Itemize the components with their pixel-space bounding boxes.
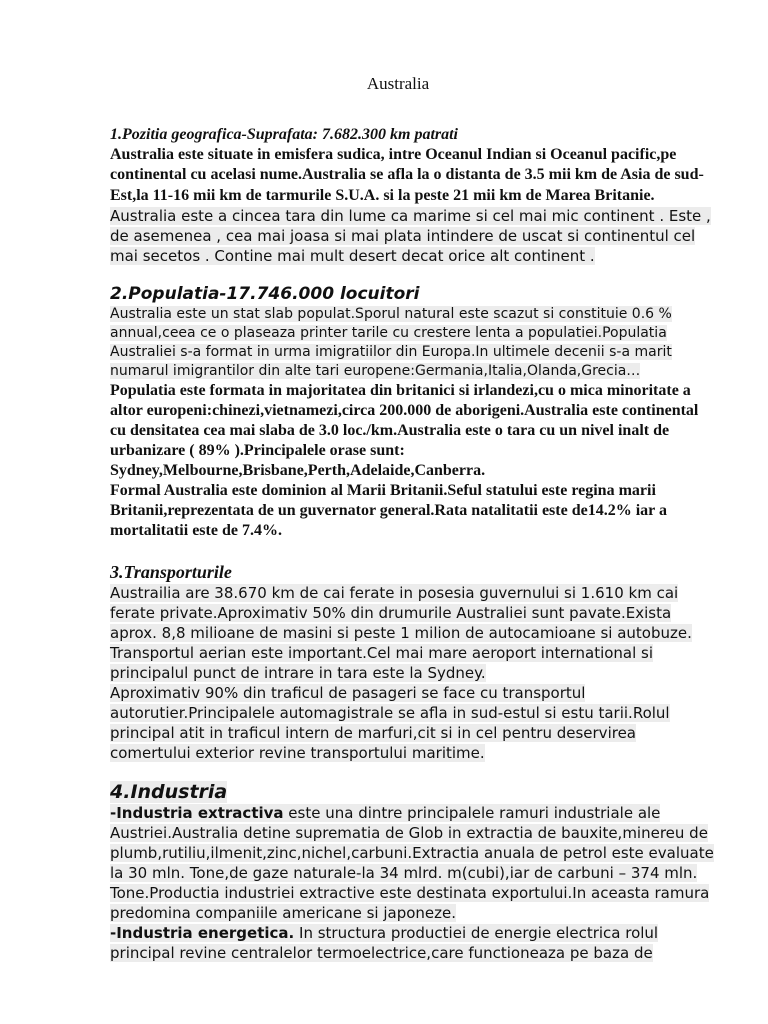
section-4-paragraph-2 [110, 923, 716, 963]
section-1-heading: 1.Pozitia geografica-Suprafata: 7.682.300 km patrati [110, 126, 458, 143]
section-4-lead-1: -Industria extractiva [110, 804, 284, 822]
document-title: Australia [366, 74, 430, 93]
section-2-paragraph-3: Formal Australia este dominion al Marii Britanii.Seful statului este regina marii Britanii,reprezentata de un guvernator general.Rata natalitatii este de14.2% iar a mortalitatii este de 7.4%. [110, 482, 667, 539]
section-4-text-2: In structura productiei de energie electrica rolul principal revine centralelor termoelectrice,care functioneaza pe baza de [110, 924, 659, 962]
section-3-text-1: Austrailia are 38.670 km de cai ferate in posesia guvernului si 1.610 km cai ferate private.Aproximativ 50% din drumurile Australiei sunt pavate.Exista aprox. 8,8 milioane de masini si peste 1 milion de autocamioane si autobuze. Transportul aerian este important.Cel mai mare aeroport international si principalul punct de intrare in tara este la Sydney. [110, 584, 692, 682]
section-2-paragraph-1 [110, 305, 716, 381]
section-2-paragraph-2: Populatia este formata in majoritatea din britanici si irlandezi,cu o mica minoritate a altor europeni:chinezi,vietnamezi,circa 200.000 de aborigeni.Australia este continental cu densitatea cea mai slaba de 3.0 loc./km.Australia este o tara cu un nivel inalt de urbanizare ( 89% ).Principalele orase sunt: Sydney,Melbourne,Brisbane,Perth,Adelaide,Canberra. [110, 382, 699, 479]
section-4-text-1-wrap [110, 804, 714, 922]
section-3-paragraph-2 [110, 683, 716, 763]
section-1-serif-text: Australia este situate in emisfera sudica, intre Oceanul Indian si Oceanul pacific,pe continental cu acelasi nume.Australia se afla la o distanta de 3.5 mii km de Asia de sud-Est,la 11-16 mii km de tarmurile S.U.A. si la peste 21 mii km de Marea Britanie. [110, 146, 704, 204]
section-3-paragraph-1 [110, 583, 716, 683]
section-4-paragraph-1 [110, 803, 716, 923]
section-4-lead-2: -Industria energetica. [110, 924, 295, 942]
section-2-heading: 2.Populatia-17.746.000 locuitori [110, 284, 420, 304]
section-4-text-2-wrap [110, 924, 658, 962]
section-1-paragraph [110, 145, 716, 266]
section-1-sans-text: Australia este a cincea tara din lume ca marime si cel mai mic continent . Este , de asemenea , cea mai joasa si mai plata intindere de uscat si continentul cel mai secetos . Contine mai mult desert decat orice alt continent . [110, 207, 711, 265]
section-3-heading: 3.Transporturile [110, 562, 232, 582]
section-2-sans-text: Australia este un stat slab populat.Sporul natural este scazut si constituie 0.6 % annual,ceea ce o plaseaza printer tarile cu crestere lenta a populatiei.Populatia Australiei s-a format in urma imigratiilor din Europa.In ultimele decenii s-a marit numarul imigrantilor din alte tari europene:Germania,Italia,Olanda,Grecia… [110, 306, 672, 379]
section-4-text-1: este una dintre principalele ramuri industriale ale Austriei.Australia detine suprematia de Glob in extractia de bauxite,minereu de plumb,rutiliu,ilmenit,zinc,nichel,carbuni.Extractia anuala de petrol este evaluate la 30 mln. Tone,de gaze naturale-la 34 mlrd. m(cubi),iar de carbuni – 374 mln. Tone.Productia industriei extractive este destinata exportului.In aceasta ramura predomina companiile americane si japoneze. [110, 804, 714, 922]
section-3-text-2: Aproximativ 90% din traficul de pasageri se face cu transportul autorutier.Principalele automagistrale se afla in sud-estul si estu tarii.Rolul principal atit in traficul intern de marfuri,cit si in cel pentru deservirea comertului exterior revine transportului maritime. [110, 684, 670, 762]
section-4-heading: 4.Industria [110, 781, 228, 803]
